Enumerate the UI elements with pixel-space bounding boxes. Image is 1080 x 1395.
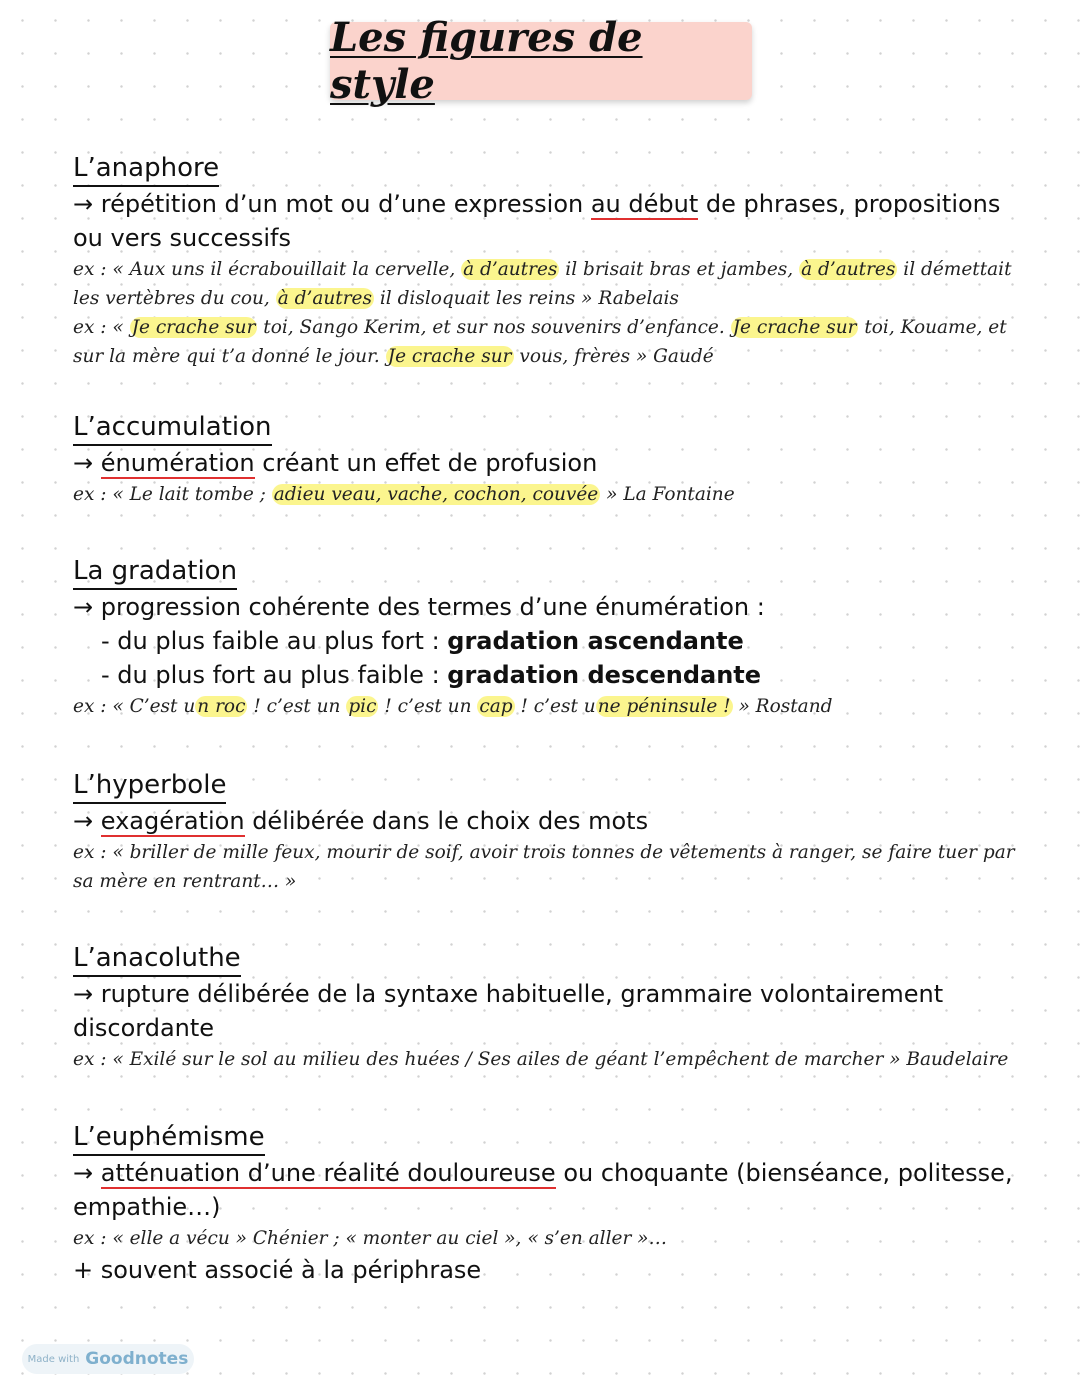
arrow: →	[73, 449, 101, 477]
badge-small-text: Made with	[27, 1353, 80, 1365]
example: ex : « Le lait tombe ; adieu veau, vache, cochon, couvée » La Fontaine	[73, 484, 735, 505]
goodnotes-logo: Goodnotes	[85, 1349, 189, 1369]
section-anacoluthe	[73, 942, 1033, 1074]
section-euphemisme	[73, 1121, 1033, 1287]
highlight: à d’autres	[277, 288, 372, 309]
definition: → atténuation d’une réalité douloureuse ou choquante (bienséance, politesse, empathie…)	[73, 1159, 1013, 1221]
section-gradation	[73, 555, 1033, 721]
highlight: adieu veau, vache, cochon, couvée	[273, 484, 599, 505]
page-title: Les figures de style	[330, 14, 643, 108]
highlight: n roc	[197, 696, 246, 717]
definition: → répétition d’un mot ou d’une expression au début de phrases, propositions ou vers successifs	[73, 190, 1001, 252]
section-heading: La gradation	[73, 555, 237, 590]
red-underline-text: exagération	[100, 807, 245, 835]
goodnotes-badge[interactable]	[22, 1344, 194, 1374]
definition: → rupture délibérée de la syntaxe habituelle, grammaire volontairement discordante	[73, 980, 944, 1042]
example: ex : « elle a vécu » Chénier ; « monter au ciel », « s’en aller »…	[73, 1228, 667, 1249]
list-item: - du plus fort au plus faible : gradation descendante	[101, 661, 762, 689]
highlight: Je crache sur	[732, 317, 857, 338]
example: ex : « Exilé sur le sol au milieu des huées / Ses ailes de géant l’empêchent de marcher » Baudelaire	[73, 1049, 1009, 1070]
arrow: →	[73, 807, 101, 835]
section-heading: L’euphémisme	[73, 1121, 265, 1156]
example: ex : « briller de mille feux, mourir de soif, avoir trois tonnes de vêtements à ranger, se faire tuer par sa mère en rentrant… »	[73, 842, 1015, 892]
red-underline-text: atténuation d’une réalité douloureuse	[100, 1159, 556, 1187]
definition: → énumération créant un effet de profusion	[73, 449, 598, 477]
section-heading: L’anaphore	[73, 152, 219, 187]
highlight: cap	[479, 696, 513, 717]
definition: → progression cohérente des termes d’une énumération :	[73, 593, 765, 621]
red-underline-text: énumération	[100, 449, 255, 477]
list-item: - du plus faible au plus fort : gradation ascendante	[101, 627, 744, 655]
highlight: pic	[348, 696, 377, 717]
arrow: →	[73, 1159, 101, 1187]
highlight: Je crache sur	[131, 317, 256, 338]
highlight: ne péninsule !	[597, 696, 731, 717]
note: + souvent associé à la périphrase	[73, 1256, 482, 1284]
section-heading: L’accumulation	[73, 411, 272, 446]
section-accumulation	[73, 411, 1033, 509]
example: ex : « C’est u n roc ! c’est un pic ! c’est un cap ! c’est u ne péninsule ! » Rostand	[73, 696, 833, 717]
section-hyperbole	[73, 769, 1033, 896]
example: ex : « Aux uns il écrabouillait la cervelle, à d’autres il brisait bras et jambes, à d’autres il démettait les vertèbres du cou, à d’autres il disloquait les reins » Rabelais	[73, 259, 1012, 309]
highlight: Je crache sur	[387, 346, 512, 367]
section-heading: L’anacoluthe	[73, 942, 241, 977]
definition: → exagération délibérée dans le choix des mots	[73, 807, 649, 835]
title-box	[330, 14, 752, 108]
highlight: à d’autres	[801, 259, 896, 280]
arrow: →	[73, 190, 101, 218]
example: ex : « Je crache sur toi, Sango Kerim, et sur nos souvenirs d’enfance. Je crache sur toi, Kouame, et sur la mère qui t’a donné le jour. Je crache sur vous, frères » Gaudé	[73, 317, 1007, 367]
highlight: à d’autres	[463, 259, 558, 280]
section-anaphore	[73, 152, 1033, 371]
red-underline-text: au début	[590, 190, 699, 218]
section-heading: L’hyperbole	[73, 769, 226, 804]
